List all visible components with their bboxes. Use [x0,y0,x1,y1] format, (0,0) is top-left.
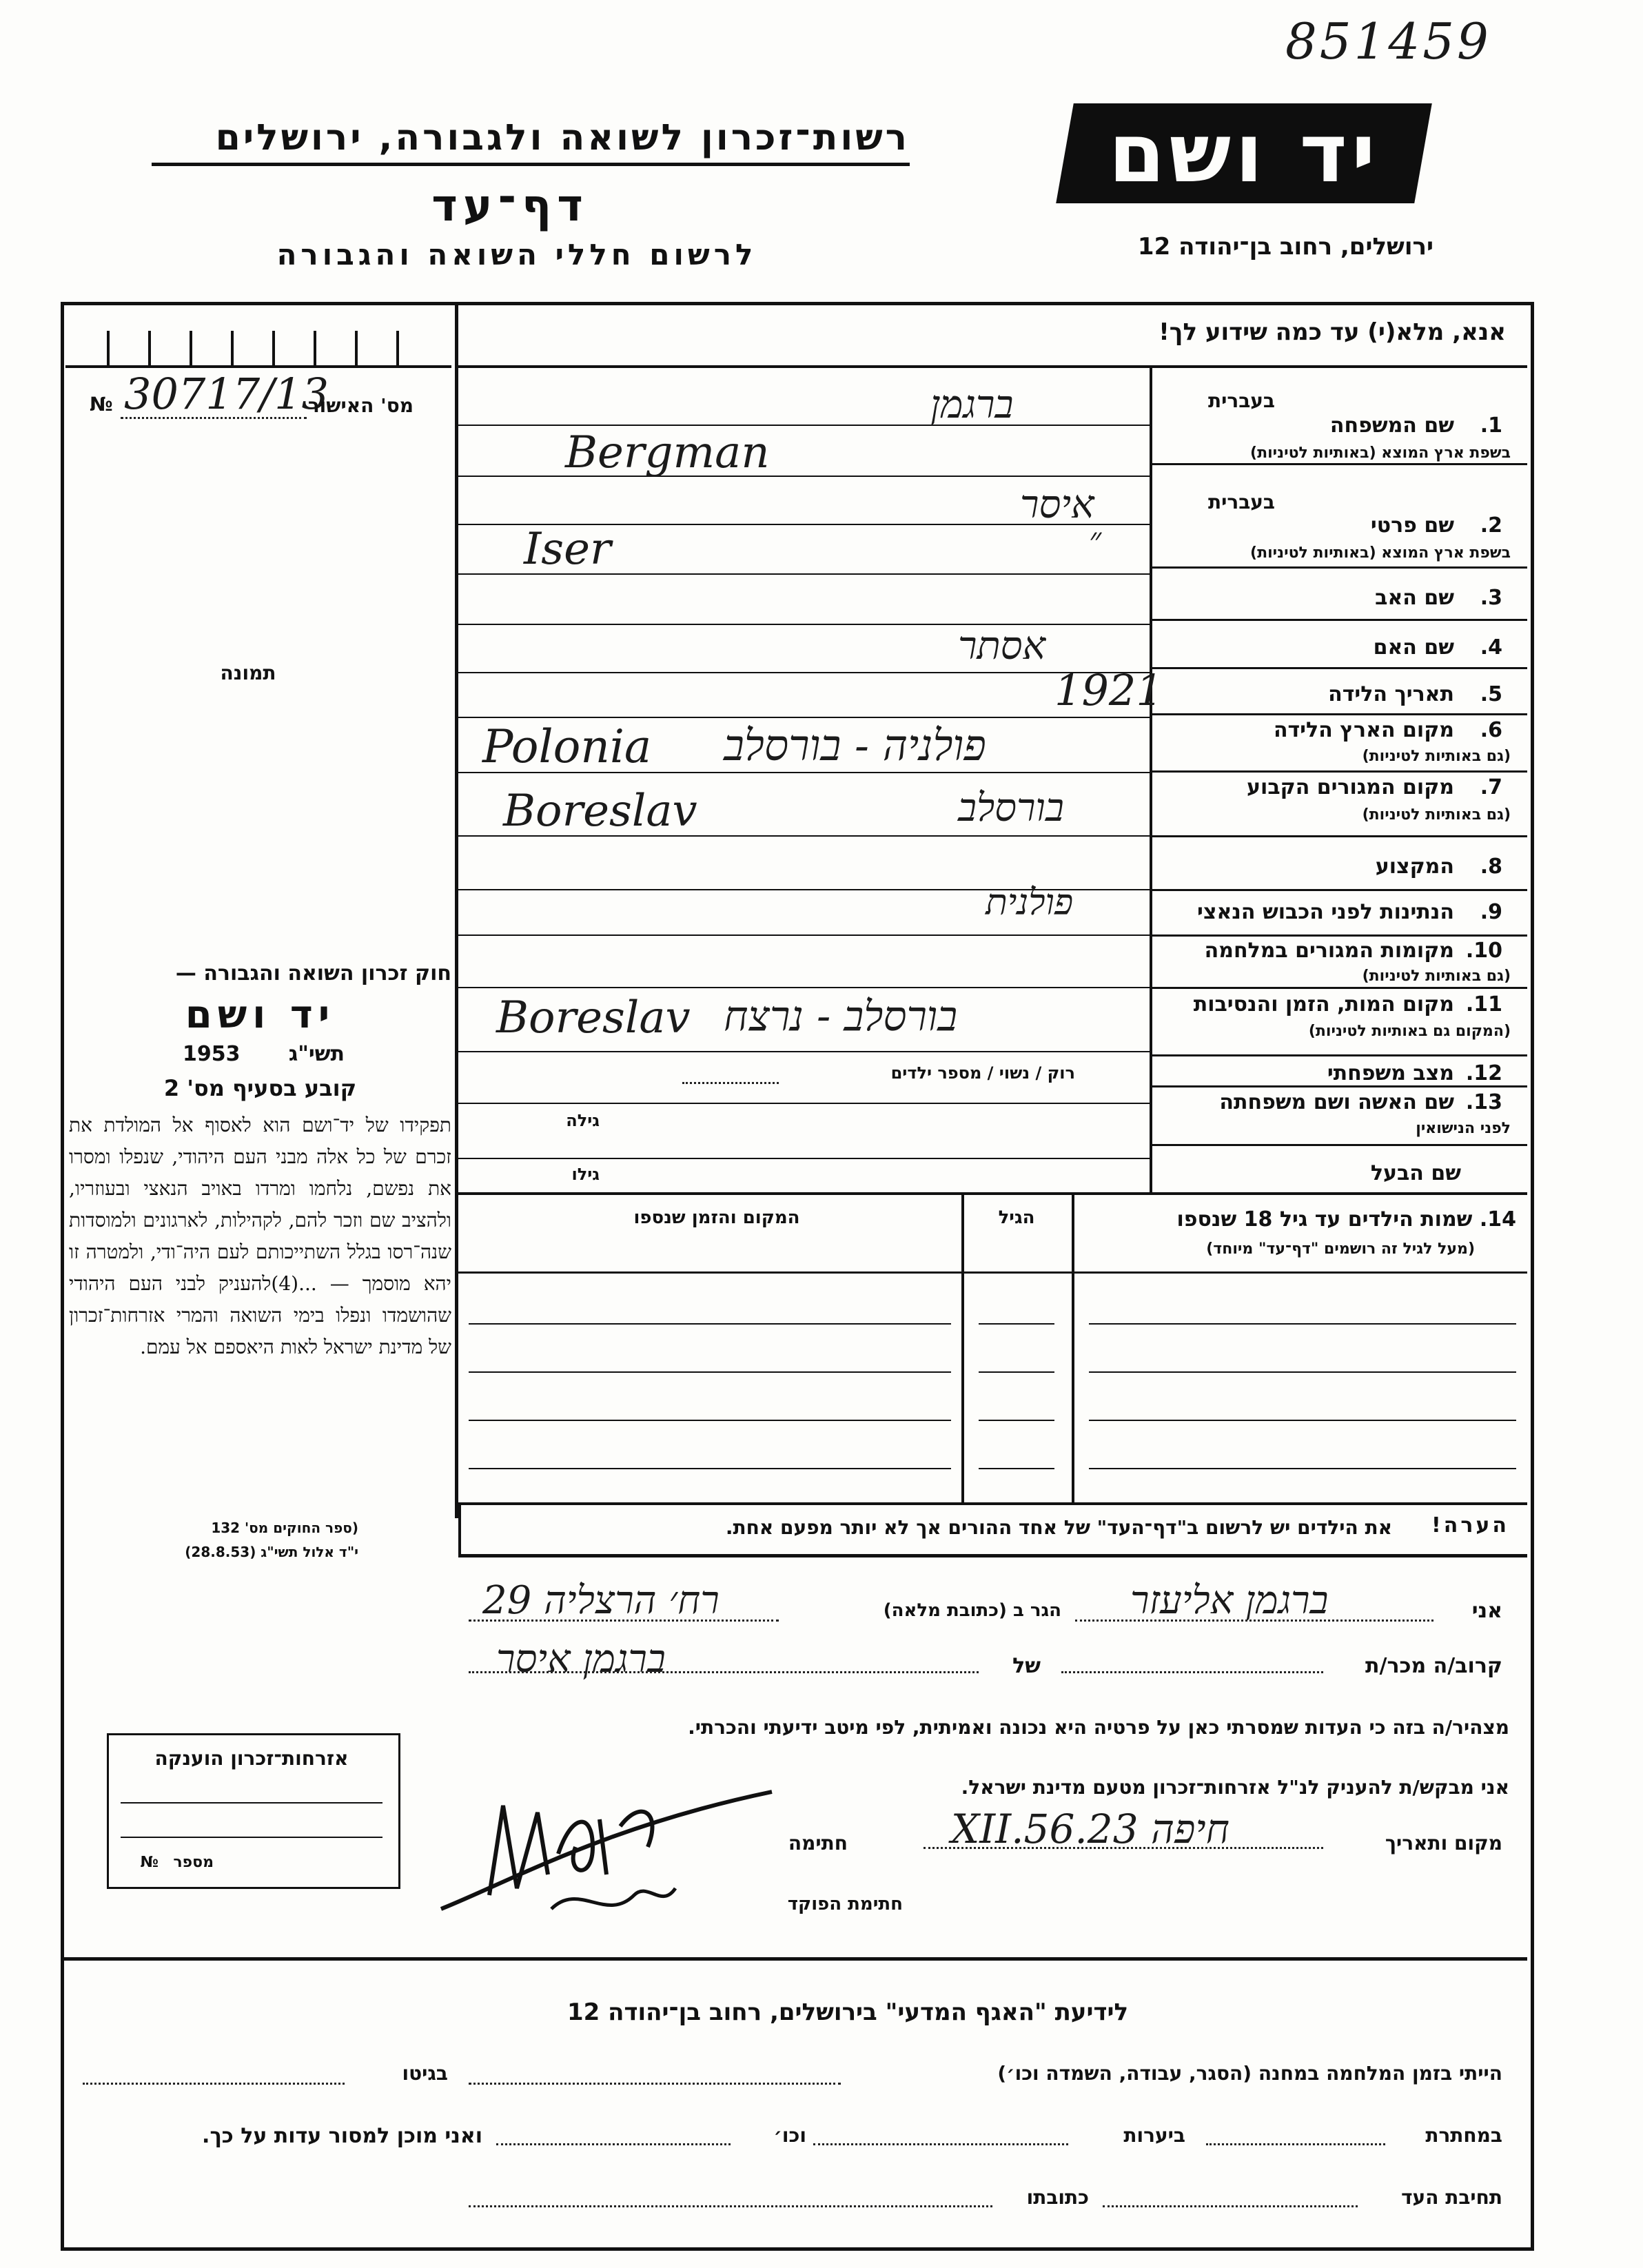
logo-text: יד ושם [1108,105,1380,201]
children-table-bottom [458,1502,1527,1505]
signature-label: חתימה [788,1832,848,1855]
answer-area-left-border [455,368,458,1195]
place-date-value: חיפה 23.XII.56 [951,1806,1229,1852]
form-title: דף־עד [431,181,589,232]
field-4-label: שם האם [1373,635,1454,660]
children-age-header: הגיל [998,1207,1035,1228]
field-1-label: שם המשפחה [1329,413,1454,438]
birth-year: 1921 [1054,665,1163,715]
photo-label: תמונה [220,662,276,684]
law-citation-1: (ספר החוקים מס' 132 [211,1520,358,1536]
law-text: תפקידו של יד־ושם הוא לאסוף אל המולדת את זכרם של כל אלה מבני העם היהודי, שנפלו ומסרו את נפשם, נלחמו ומרדו באויב הנאצי ובעוזריו, ולהציב שם וזכר להם, לקהילות, לארגונים ולמוסדות שנה־רסו בגלל השתייכותם לעם היה־ודי, ולמטרה זו יהא מוסמך — ...(4)להעניק לבני העם היהודי שהושמדו ונפלו בימי השואה והמרי אזרחות־זכרון של מדינת ישראל לאות היאספם אל עמם. [69,1114,451,1358]
note-divider [458,1554,1527,1557]
citizenship-number-label: מספר [173,1854,214,1871]
residence-latin: Boreslav [503,786,697,837]
law-name: יד ושם [185,992,336,1037]
resides-label: הגר ב (כתובת מלאה) [883,1600,1061,1621]
field-3-number: 3. [1480,586,1502,610]
field-10-number: 10. [1465,939,1502,963]
footer-divider [64,1957,1527,1961]
field-7-label: מקום המגורים הקבוע [1247,775,1454,799]
husband-label: שם הבעל [1370,1161,1461,1185]
witness-name: ברגמן אליעזר [1130,1578,1329,1623]
field-11-number: 11. [1465,992,1502,1016]
field-13-label: שם האשה ושם משפחתה [1219,1090,1454,1114]
request: אני מבקש/ת להעניק לנ"ל אזרחות־זכרון מטעם מדינת ישראל. [961,1776,1509,1799]
field-6-label: מקום הארץ הלידה [1273,718,1454,742]
footer-line1-end: בגיטו [402,2062,448,2085]
age-label-1: גילה [566,1111,600,1130]
footer-line1: הייתי בזמן המלחמה במחנה (הסגר, עבודה, השמדה וכו׳) [997,2062,1502,2085]
field-9-number: 9. [1480,900,1502,924]
marital-line [682,1082,779,1084]
field-11-label: מקום המות, הזמן והנסיבות [1193,992,1454,1016]
footer-line3-start: תחיבת העד [1401,2186,1502,2209]
children-label: 14. שמות הילדים עד גיל 18 שנספו [1176,1207,1516,1232]
children-place-header: המקום והזמן שנספו [633,1207,800,1228]
law-title: חוק זכרון השואה והגבורה — [175,961,451,985]
death-place-latin: Boreslav [496,992,691,1043]
witness-signature [427,1771,786,1937]
field-12-number: 12. [1465,1061,1502,1085]
first-name-latin: Iser [524,524,611,575]
approval-number: 30717/13 [124,369,329,419]
fields-column-divider [1150,368,1152,1195]
field-2-sub-top: בעברית [1207,491,1275,513]
field-1-sub-top: בעברית [1207,389,1275,412]
field-8-label: המקצוע [1375,855,1454,879]
field-9-label: הנתינות לפני הכבוש הנאצי [1197,900,1454,924]
birth-place-hebrew: פולניה - בורסלב [724,720,986,770]
field-13-sub: לפני הנישואין [1416,1120,1511,1137]
law-year: 1953 [183,1042,241,1066]
nationality: פולנית [986,882,1074,923]
footer-line3-end: כתובתו [1026,2186,1089,2209]
field-4-number: 4. [1480,635,1502,660]
footer-notice: לידיעת "האגף המדעי" בירושלים, רחוב בן־יהודה 12 [567,1999,1129,2026]
field-1-sub: בשפת ארץ המוצא (באותיות לטיניות) [1250,445,1511,462]
field-11-sub: (המקום גם באותיות לטיניות) [1308,1023,1511,1040]
first-name-hebrew: איסר [1020,482,1094,527]
field-2-number: 2. [1480,513,1502,538]
place-date-label: מקום ותאריך [1385,1832,1502,1855]
instruction: אנא, מלא(י) עד כמה שידוע לך! [1159,318,1506,346]
archive-number: 851459 [1285,12,1491,70]
relative-of: ברגמן איסר [496,1637,666,1682]
address: ירושלים, רחוב בן־יהודה 12 [1137,233,1433,260]
field-3-label: שם האב [1375,586,1454,610]
children-sub: (מעל לגיל זה רושמים "דף־עד" מיוחד) [1206,1240,1475,1258]
children-col-1 [1072,1195,1074,1505]
approval-no-sign: № [90,393,113,416]
field-5-number: 5. [1480,682,1502,706]
residence-hebrew: בורסלב [958,786,1064,830]
law-year-hebrew: תשי"ג [288,1042,345,1066]
surname-latin: Bergman [565,427,770,478]
field-8-number: 8. [1480,855,1502,879]
field-13-number: 13. [1465,1090,1502,1114]
surname-hebrew: ברגמן [930,382,1014,427]
footer-line2-mid2: וכו׳ [773,2124,806,2147]
footer-line2-end: ואני מוכן למסור עדות על כך. [202,2124,482,2148]
note-label: הערה! [1431,1513,1509,1537]
first-name-ditto: ״ [1089,520,1102,559]
field-7-sub: (גם באותיות לטיניות) [1362,806,1511,824]
field-10-label: מקומות המגורים במלחמה [1204,939,1454,963]
authority-title: רשות־זכרון לשואה ולגבורה, ירושלים [152,117,910,166]
field-10-sub: (גם באותיות לטיניות) [1362,968,1511,985]
field-6-number: 6. [1480,718,1502,742]
note-text: את הילדים יש לרשום ב"דף־העד" של אחד ההורים אך לא יותר מפעם אחת. [725,1516,1392,1539]
citizenship-no-sign: № [140,1854,159,1871]
instruction-divider [458,365,1527,368]
children-col-2 [961,1195,964,1505]
age-label-2: גילו [571,1165,600,1184]
children-header-bottom [458,1271,1527,1274]
field-1-number: 1. [1480,413,1502,438]
of-label: של [1012,1654,1041,1678]
approval-label: מס' האישור [307,394,414,417]
witness-address: רח׳ הרצליה 29 [482,1578,720,1623]
approval-line [121,417,307,419]
statement: מצהיר/ה בזה כי העדות שמסרתי כאן על פרטיה היא נכונה ואמיתית, לפי מיטב ידיעתי והכרתי. [688,1716,1509,1739]
field-2-label: שם פרטי [1370,513,1454,538]
official-signature-label: חתימת הפוקד [787,1894,903,1914]
relative-label: קרוב/ה מכר/ת [1365,1654,1502,1678]
i-label: אני [1471,1599,1502,1623]
death-place-hebrew: בורסלב - נרצח [724,992,958,1041]
field-12-label: מצב משפחתי [1327,1061,1454,1085]
footer-line2-start: במחתרת [1425,2124,1502,2147]
field-6-sub: (גם באותיות לטיניות) [1362,748,1511,765]
citizenship-title: אזרחות־זכרון הוענקה [154,1747,349,1770]
form-subtitle: לרשום חללי השואה והגבורה [276,238,757,272]
field-2-sub: בשפת ארץ המוצא (באותיות לטיניות) [1250,544,1511,562]
field-5-label: תאריך הלידה [1328,682,1454,706]
law-citation-2: י"ד אלול תשי"ג (28.8.53) [185,1544,358,1560]
birth-place-latin: Polonia [482,720,652,773]
footer-line2-mid1: ביערות [1123,2124,1185,2147]
field-7-number: 7. [1480,775,1502,799]
law-clause: קובע בסעיף מס' 2 [163,1075,357,1101]
marital-options: רוק / נשוי / מספר ילדים [890,1063,1075,1083]
tick-box [65,324,451,368]
mother-name: אסתר [958,624,1046,668]
